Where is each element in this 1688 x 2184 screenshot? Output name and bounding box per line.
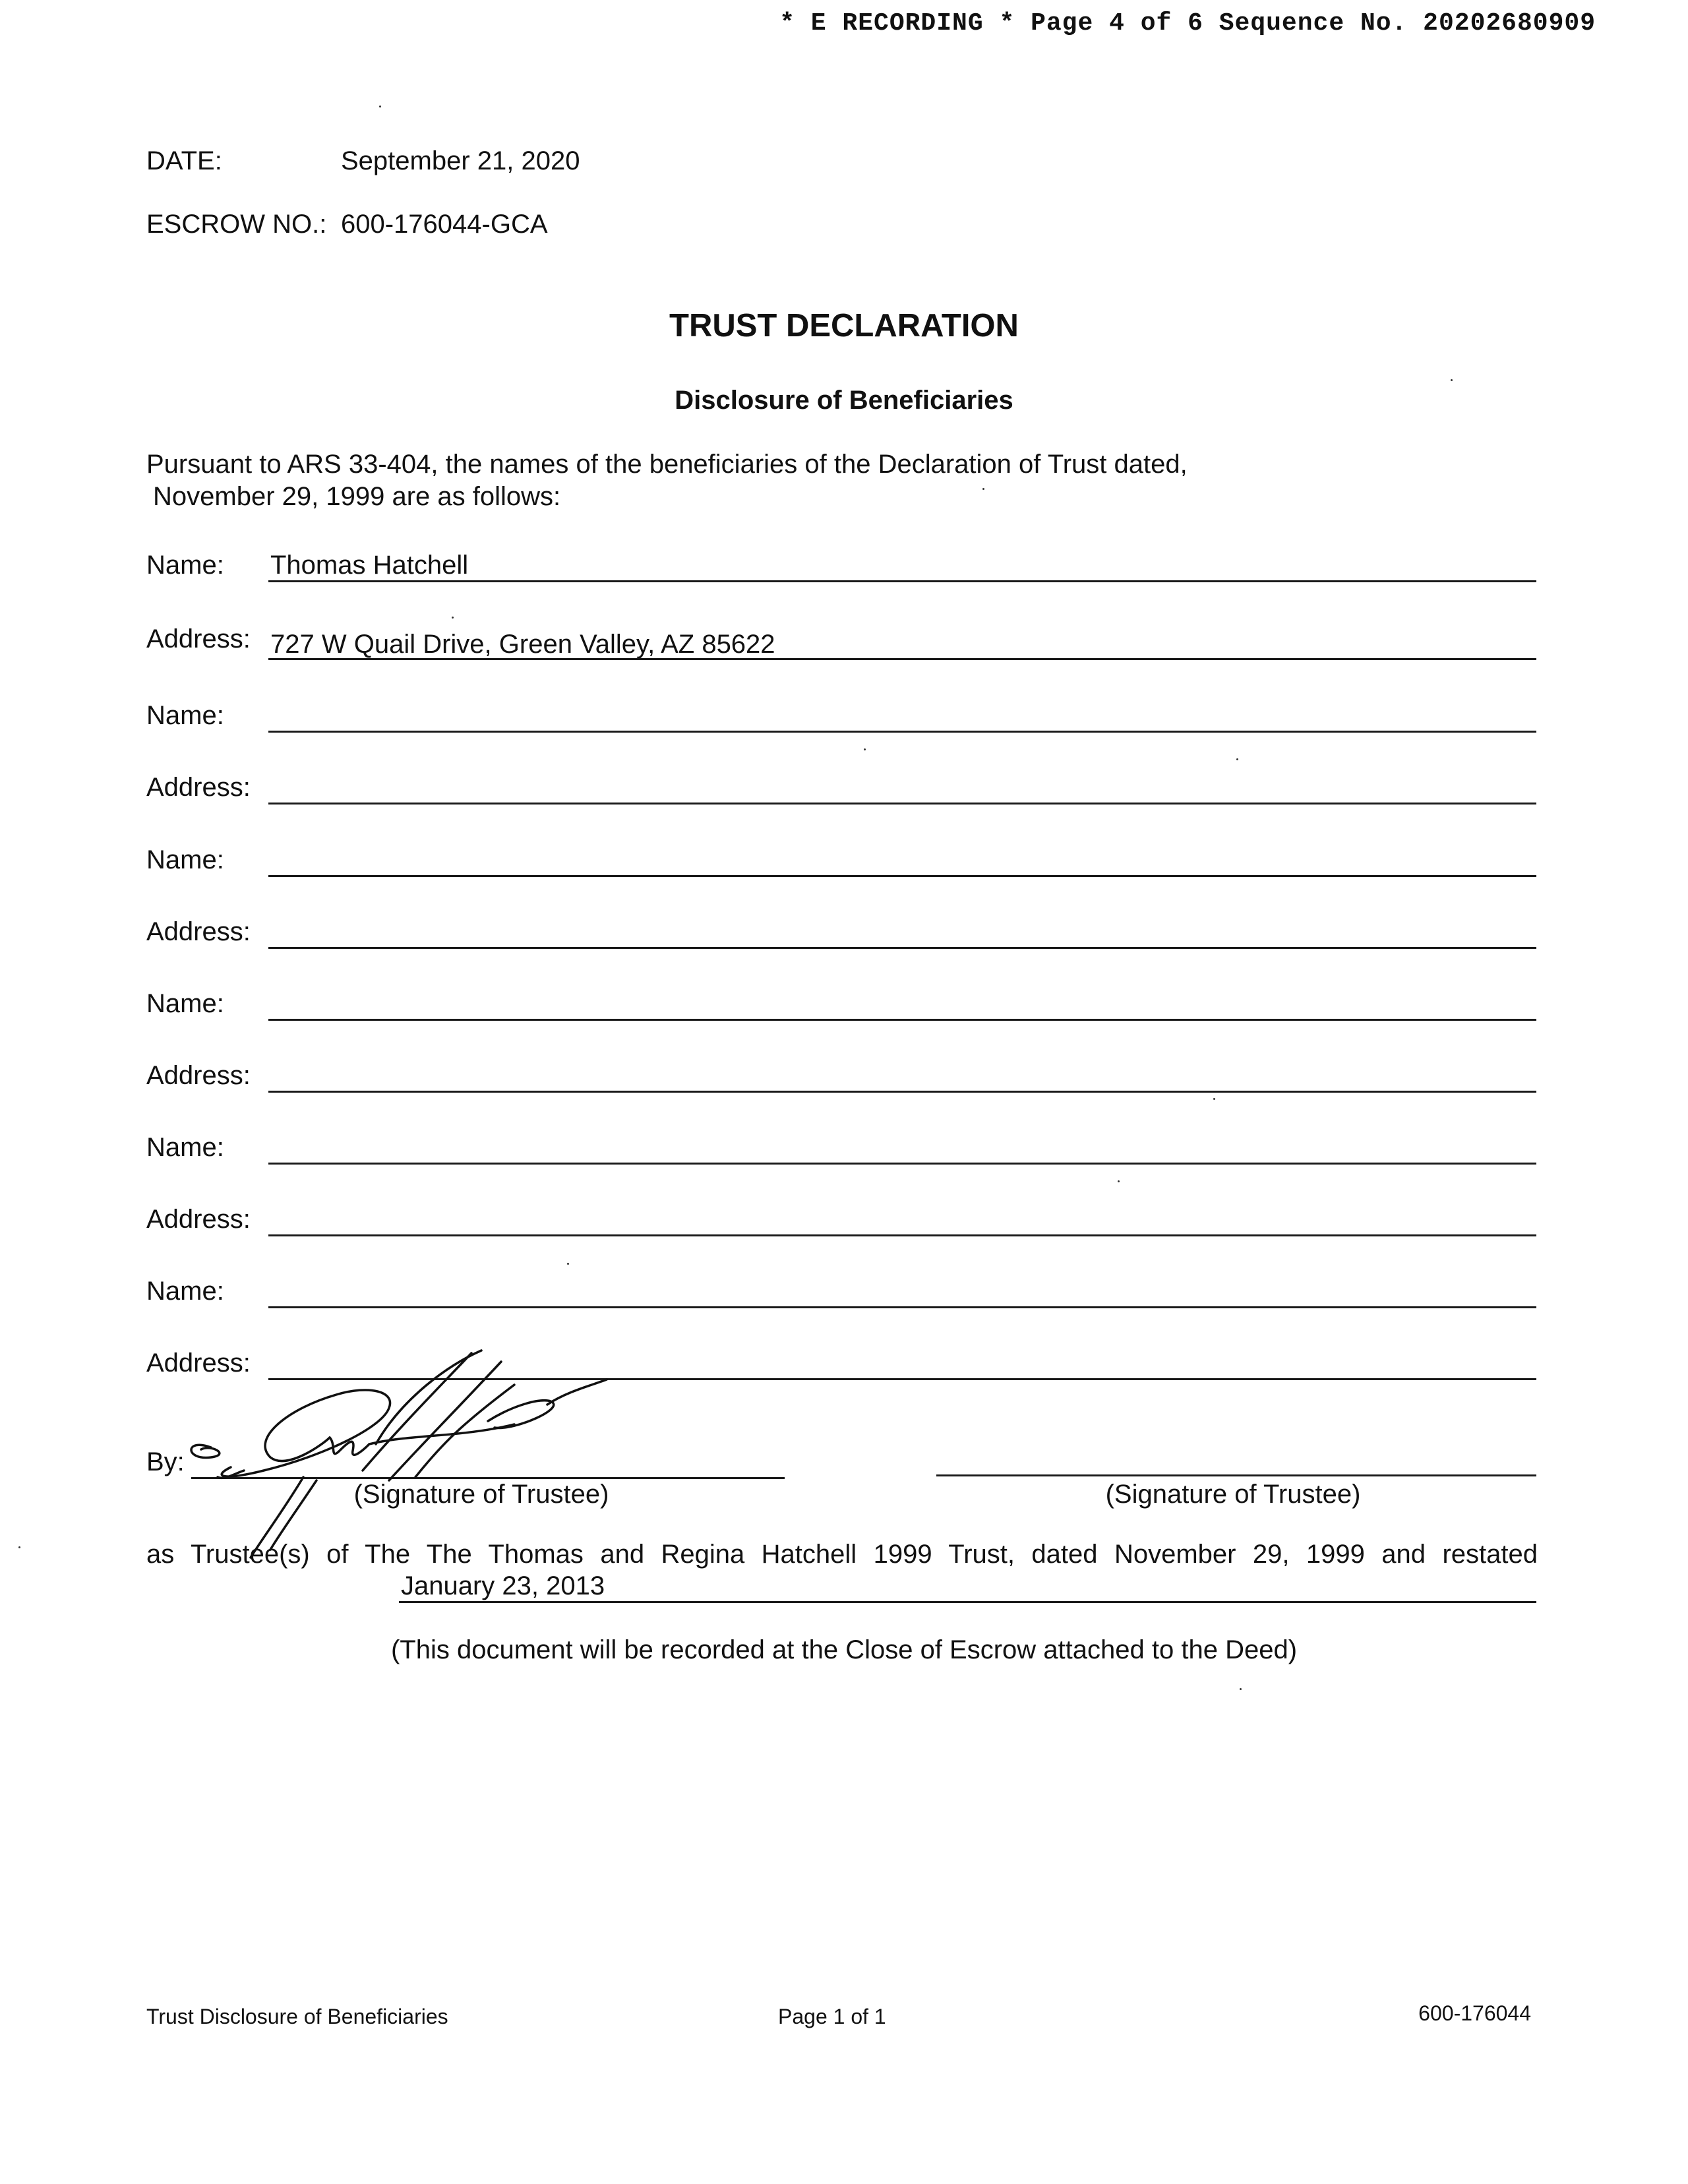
document-title: TRUST DECLARATION	[669, 308, 1019, 344]
signature-caption-1: (Signature of Trustee)	[353, 1480, 609, 1509]
address-line	[268, 803, 1536, 804]
name-label: Name:	[146, 989, 224, 1018]
scan-speck	[1240, 1688, 1242, 1690]
scan-speck	[567, 1263, 569, 1265]
address-line	[268, 947, 1536, 949]
footer-escrow-number: 600-176044	[1418, 2001, 1531, 2025]
name-line	[268, 875, 1536, 877]
trustee-statement-line-1: as Trustee(s) of The The Thomas and Regina Hatchell 1999 Trust, dated November 29, 1999 and restated	[146, 1540, 1538, 1569]
handwritten-signature	[171, 1345, 633, 1563]
recording-note: (This document will be recorded at the Close of Escrow attached to the Deed)	[390, 1635, 1298, 1664]
address-line	[268, 1234, 1536, 1236]
address-line	[268, 658, 1536, 660]
scan-speck	[18, 1546, 20, 1548]
trustee-statement-line-2: January 23, 2013	[401, 1571, 605, 1600]
name-label: Name:	[146, 845, 224, 874]
restated-date-line	[399, 1601, 1536, 1603]
scan-speck	[864, 748, 866, 750]
trustee-signature-line-2	[936, 1474, 1536, 1476]
signature-caption-2: (Signature of Trustee)	[1105, 1480, 1361, 1509]
address-label: Address:	[146, 1205, 251, 1234]
name-line	[268, 1163, 1536, 1165]
scan-speck	[982, 488, 984, 490]
scan-speck	[1236, 758, 1238, 760]
name-line	[268, 1019, 1536, 1021]
address-label: Address:	[146, 1349, 251, 1378]
scan-speck	[452, 617, 454, 619]
document-subtitle: Disclosure of Beneficiaries	[675, 386, 1013, 415]
escrow-label: ESCROW NO.:	[146, 210, 327, 239]
date-label: DATE:	[146, 146, 222, 175]
date-value: September 21, 2020	[341, 146, 580, 175]
scan-speck	[1451, 379, 1453, 381]
by-label: By:	[146, 1447, 185, 1476]
recording-stamp: * E RECORDING * Page 4 of 6 Sequence No. 20202680909	[779, 9, 1596, 38]
name-line	[268, 1306, 1536, 1308]
address-label: Address:	[146, 773, 251, 802]
address-line	[268, 1091, 1536, 1093]
name-label: Name:	[146, 1277, 224, 1306]
address-label: Address:	[146, 917, 251, 946]
beneficiary-address-1: 727 W Quail Drive, Green Valley, AZ 85622	[270, 630, 775, 659]
beneficiary-name-1: Thomas Hatchell	[270, 551, 469, 580]
name-label: Name:	[146, 701, 224, 730]
name-line	[268, 580, 1536, 582]
footer-page-number: Page 1 of 1	[778, 2005, 886, 2028]
footer-document-name: Trust Disclosure of Beneficiaries	[146, 2005, 448, 2028]
escrow-value: 600-176044-GCA	[341, 210, 548, 239]
scan-speck	[1118, 1180, 1120, 1182]
name-label: Name:	[146, 1133, 224, 1162]
name-line	[268, 731, 1536, 733]
address-label: Address:	[146, 1061, 251, 1090]
scan-speck	[379, 106, 381, 107]
intro-line-1: Pursuant to ARS 33-404, the names of the beneficiaries of the Declaration of Trust dated,	[146, 450, 1188, 479]
intro-line-2: November 29, 1999 are as follows:	[153, 482, 561, 511]
address-label: Address:	[146, 624, 251, 653]
name-label: Name:	[146, 551, 224, 580]
scan-speck	[1213, 1098, 1215, 1100]
